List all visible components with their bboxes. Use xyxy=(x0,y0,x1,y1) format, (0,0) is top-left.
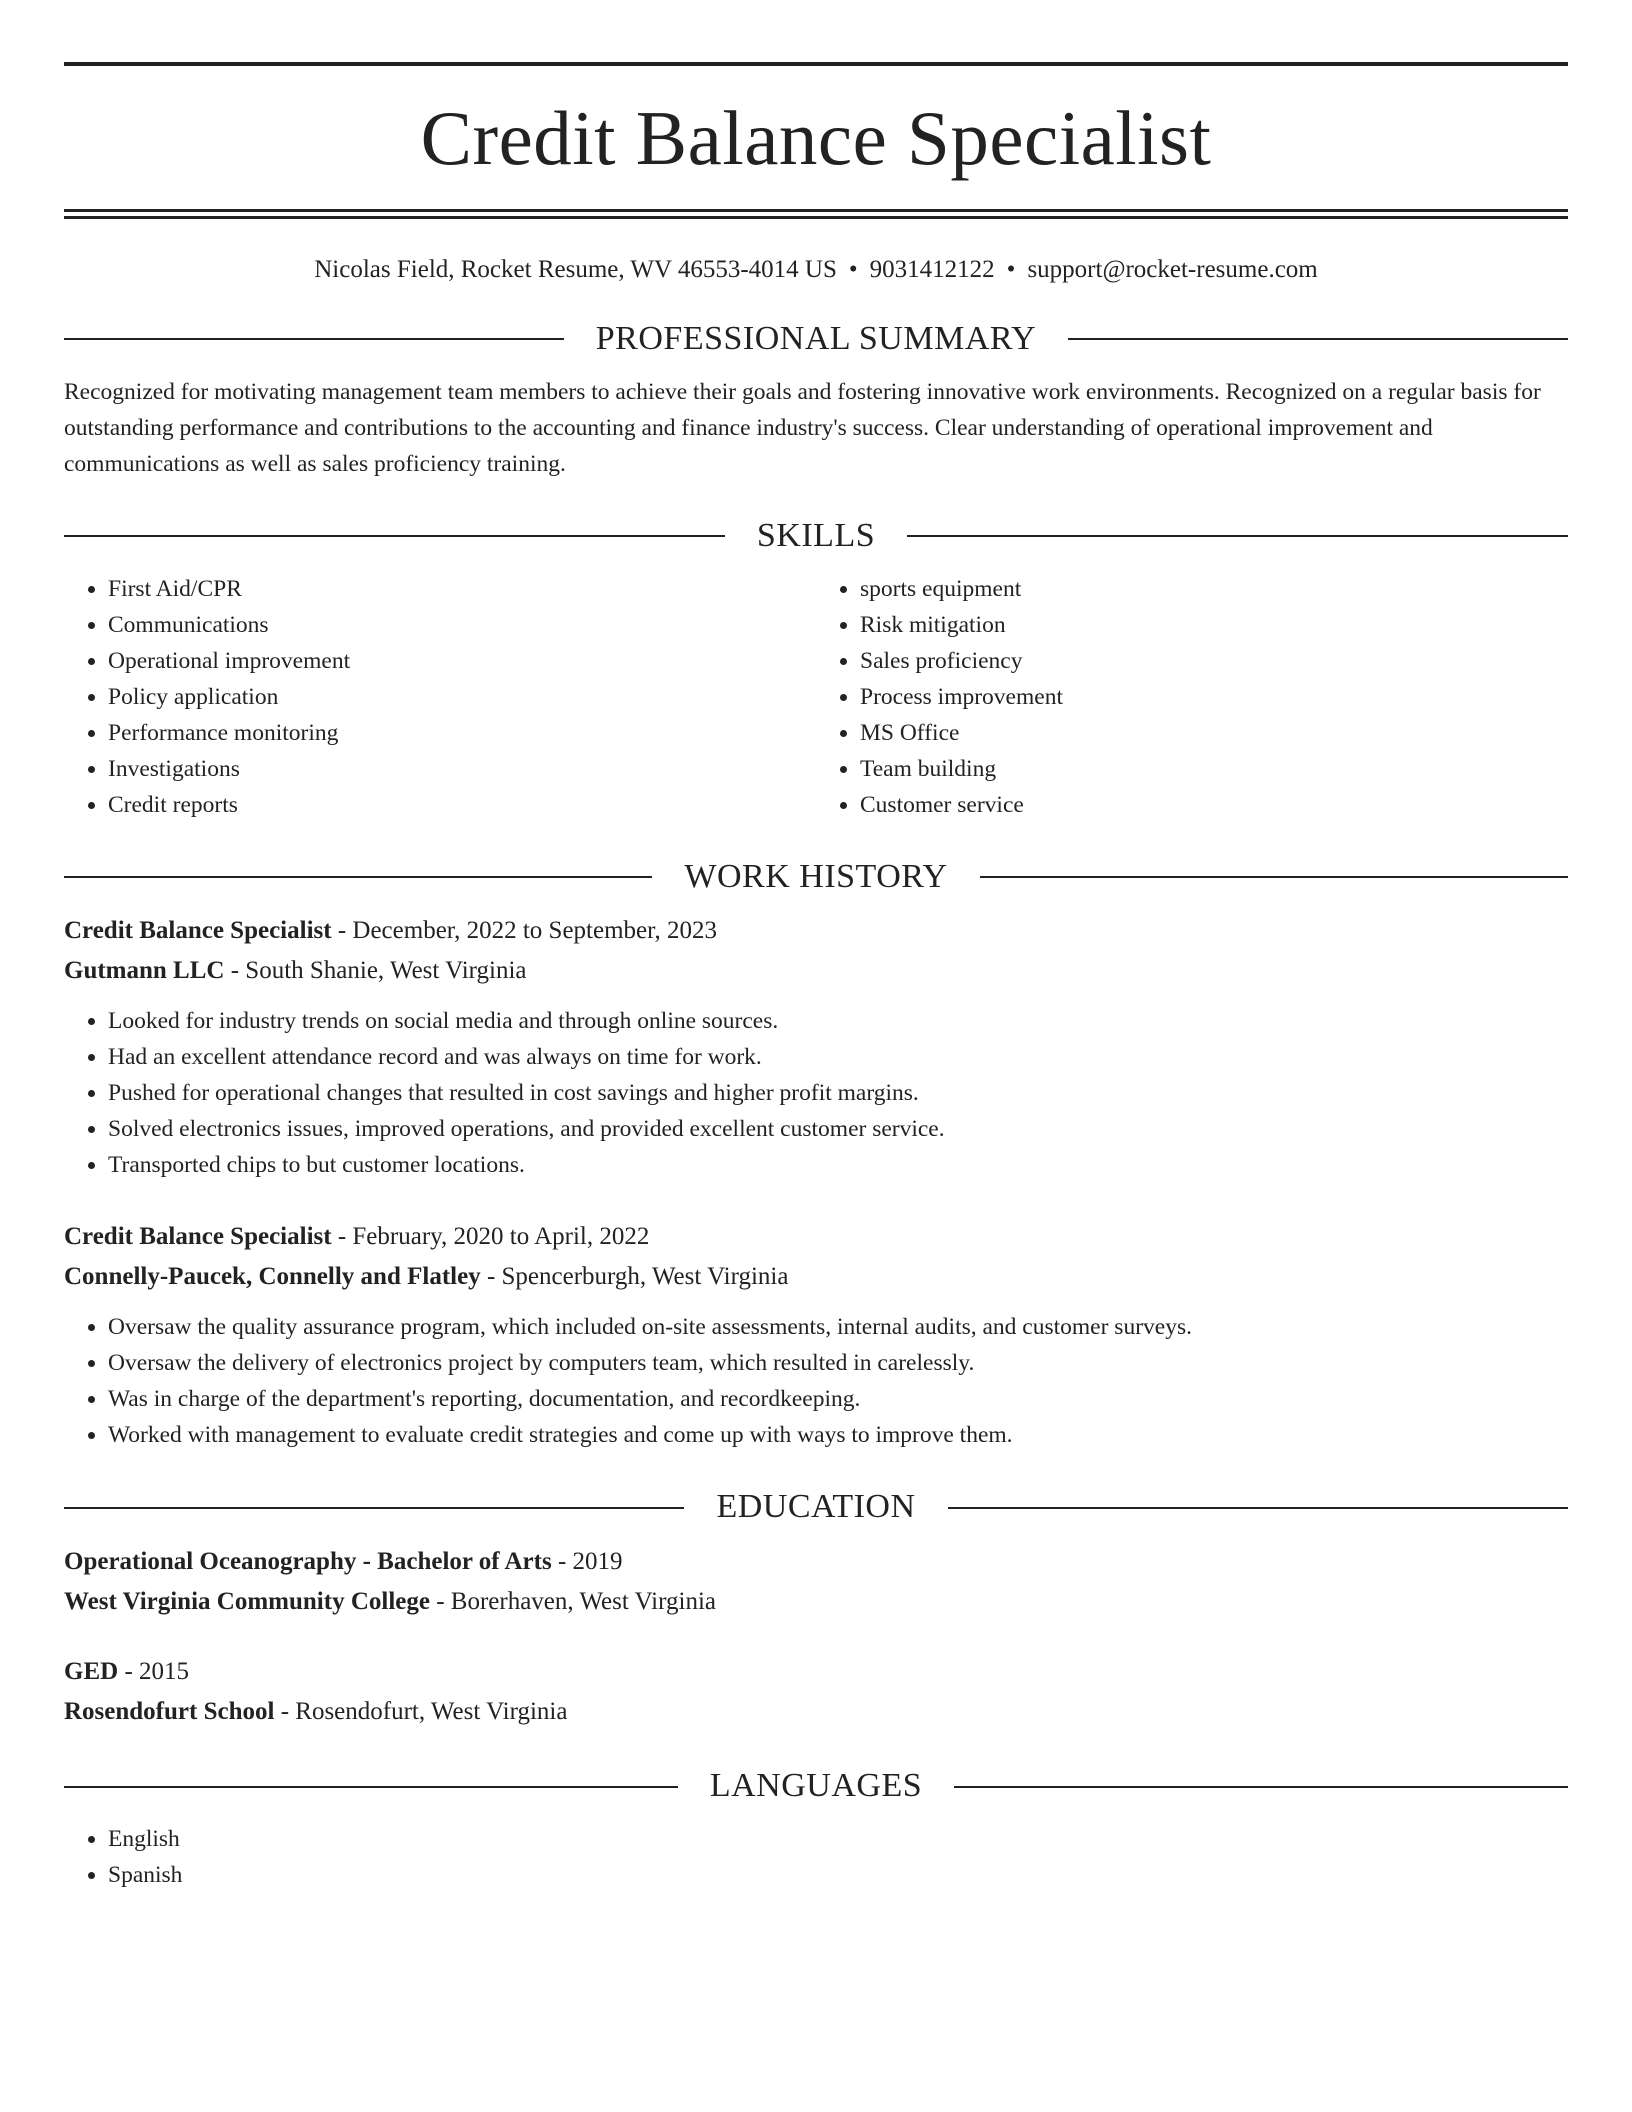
header-double-rule xyxy=(64,209,1568,219)
job-bullet: • Was in charge of the department's reporting, documentation, and recordkeeping. xyxy=(108,1381,1568,1417)
skill-item: • Policy application xyxy=(108,679,816,715)
skill-item: • sports equipment xyxy=(860,571,1568,607)
job-dates: - December, 2022 to September, 2023 xyxy=(331,917,717,945)
job-title-line xyxy=(64,1217,1568,1257)
contact-phone: 9031412122 xyxy=(869,256,995,283)
skill-item: • MS Office xyxy=(860,715,1568,751)
job-bullet: • Transported chips to but customer locations. xyxy=(108,1147,1568,1183)
skill-item: • Credit reports xyxy=(108,787,816,823)
header-top-rule xyxy=(64,62,1568,66)
section-heading-languages xyxy=(64,1766,1568,1807)
job-bullet: • Looked for industry trends on social media and through online sources. xyxy=(108,1003,1568,1039)
job-company-line xyxy=(64,951,1568,991)
education-school-line xyxy=(64,1692,1568,1732)
heading-rule-right xyxy=(954,1786,1568,1788)
skill-item: • Team building xyxy=(860,751,1568,787)
job-entry xyxy=(64,911,1568,1183)
skills-list-right xyxy=(816,571,1568,823)
languages-list xyxy=(64,1821,1568,1893)
job-entry xyxy=(64,1217,1568,1453)
job-company: Connelly-Paucek, Connelly and Flatley xyxy=(64,1263,481,1291)
heading-rule-left xyxy=(64,1786,678,1788)
skill-item: • Operational improvement xyxy=(108,643,816,679)
heading-rule-left xyxy=(64,338,564,340)
resume-title: Credit Balance Specialist xyxy=(420,95,1212,181)
skill-item: • Investigations xyxy=(108,751,816,787)
language-item: • Spanish xyxy=(108,1857,1568,1893)
contact-email: support@rocket-resume.com xyxy=(1027,256,1318,283)
section-title: PROFESSIONAL SUMMARY xyxy=(595,320,1037,357)
education-year: - 2015 xyxy=(118,1658,190,1686)
education-location: - Rosendofurt, West Virginia xyxy=(274,1698,568,1726)
skill-item: • Customer service xyxy=(860,787,1568,823)
section-title: SKILLS xyxy=(756,516,876,554)
heading-rule-left xyxy=(64,1507,684,1509)
job-bullet: • Worked with management to evaluate credit strategies and come up with ways to improve them. xyxy=(108,1417,1568,1453)
skill-item: • Risk mitigation xyxy=(860,607,1568,643)
heading-rule-right xyxy=(907,535,1568,537)
education-entry xyxy=(64,1542,1568,1622)
section-title: EDUCATION xyxy=(716,1488,916,1526)
education-school: Rosendofurt School xyxy=(64,1698,275,1726)
skills-list-left xyxy=(64,571,816,823)
job-bullet: • Pushed for operational changes that resulted in cost savings and higher profit margins. xyxy=(108,1075,1568,1111)
section-title: WORK HISTORY xyxy=(684,857,948,895)
contact-separator: • xyxy=(1006,256,1016,283)
job-bullet: • Oversaw the delivery of electronics project by computers team, which resulted in carelessly. xyxy=(108,1345,1568,1381)
heading-rule-left xyxy=(64,535,725,537)
heading-rule-left xyxy=(64,876,652,878)
education-entry xyxy=(64,1652,1568,1732)
job-title: Credit Balance Specialist xyxy=(64,917,332,945)
language-item: • English xyxy=(108,1821,1568,1857)
heading-rule-right xyxy=(1068,338,1568,340)
education-school: West Virginia Community College xyxy=(64,1588,430,1616)
section-heading-skills xyxy=(64,516,1568,557)
education-school-line xyxy=(64,1582,1568,1622)
summary-text: Recognized for motivating management team members to achieve their goals and fostering innovative work environments. Recognized on a regular basis for outstanding performance and contributions to the accounting and finance industry's success. Clear understanding of operational improvement and communications as well as sales proficiency training. xyxy=(64,378,1541,477)
education-degree-line xyxy=(64,1542,1568,1582)
job-bullets xyxy=(64,1309,1568,1453)
job-bullets xyxy=(64,1003,1568,1183)
job-title-line xyxy=(64,911,1568,951)
job-location: - Spencerburgh, West Virginia xyxy=(480,1263,789,1291)
education-degree: GED xyxy=(64,1658,119,1686)
education-degree-line xyxy=(64,1652,1568,1692)
skill-item: • First Aid/CPR xyxy=(108,571,816,607)
job-dates: - February, 2020 to April, 2022 xyxy=(331,1223,650,1251)
contact-separator: • xyxy=(848,256,858,283)
section-heading-education xyxy=(64,1487,1568,1528)
skill-item: • Sales proficiency xyxy=(860,643,1568,679)
education-degree: Operational Oceanography - Bachelor of Arts xyxy=(64,1548,552,1576)
skill-item: • Process improvement xyxy=(860,679,1568,715)
job-bullet: • Solved electronics issues, improved operations, and provided excellent customer service. xyxy=(108,1111,1568,1147)
contact-address: Nicolas Field, Rocket Resume, WV 46553-4014 US xyxy=(314,256,837,283)
skill-item: • Performance monitoring xyxy=(108,715,816,751)
education-year: - 2019 xyxy=(551,1548,623,1576)
job-company: Gutmann LLC xyxy=(64,957,225,985)
section-title: LANGUAGES xyxy=(709,1767,923,1805)
heading-rule-right xyxy=(980,876,1568,878)
education-location: - Borerhaven, West Virginia xyxy=(429,1588,716,1616)
skills-columns xyxy=(64,571,1568,823)
job-company-line xyxy=(64,1257,1568,1297)
job-title: Credit Balance Specialist xyxy=(64,1223,332,1251)
section-heading-work xyxy=(64,857,1568,898)
job-location: - South Shanie, West Virginia xyxy=(224,957,527,985)
contact-line xyxy=(64,255,1568,285)
heading-rule-right xyxy=(948,1507,1568,1509)
job-bullet: • Had an excellent attendance record and was always on time for work. xyxy=(108,1039,1568,1075)
section-heading-summary xyxy=(64,319,1568,360)
skill-item: • Communications xyxy=(108,607,816,643)
job-bullet: • Oversaw the quality assurance program, which included on-site assessments, internal audits, and customer surveys. xyxy=(108,1309,1568,1345)
